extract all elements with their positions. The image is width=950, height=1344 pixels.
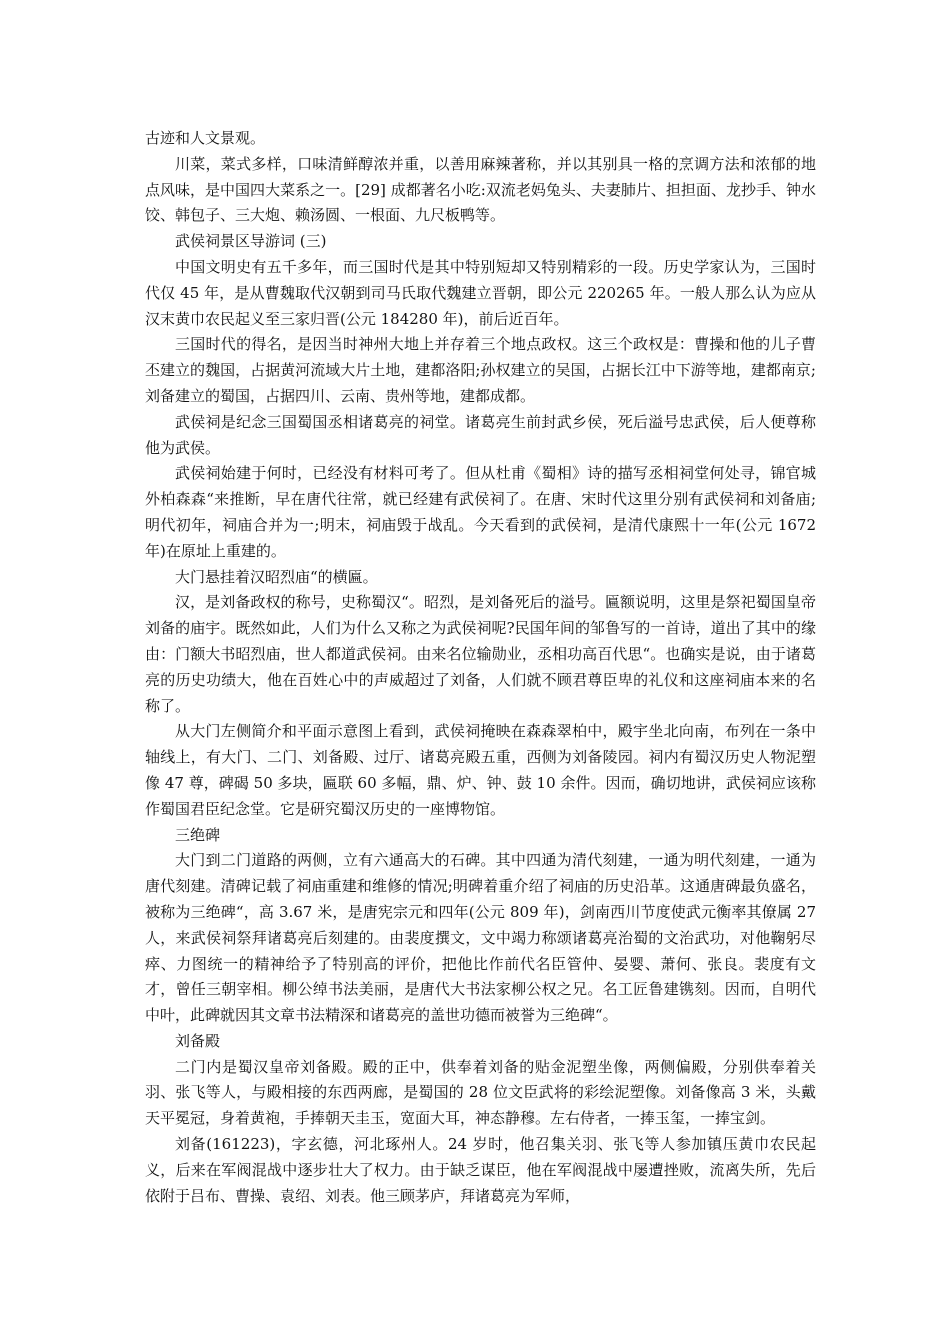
paragraph: 三国时代的得名，是因当时神州大地上并存着三个地点政权。这三个政权是：曹操和他的儿子曹丕建立的魏国，占据黄河流域大片土地，建都洛阳;孙权建立的吴国，占据长江中下游等地，建都南京;刘备建立的蜀国，占据四川、云南、贵州等地，建都成都。 bbox=[145, 335, 816, 405]
paragraph: 汉，是刘备政权的称号，史称蜀汉“。昭烈，是刘备死后的溢号。匾额说明，这里是祭祀蜀国皇帝刘备的庙宇。既然如此，人们为什么又称之为武侯祠呢?民国年间的邹鲁写的一首诗，道出了其中的缘由：门额大书昭烈庙，世人都道武侯祠。由来名位输勋业，丞相功高百代思“。也确实是说，由于诸葛亮的历史功绩大，他在百姓心中的声威超过了刘备，人们就不顾君尊臣卑的礼仪和这座祠庙本来的名称了。 bbox=[145, 593, 816, 715]
paragraph: 刘备(161223)，字玄德，河北琢州人。24 岁时，他召集关羽、张飞等人参加镇压黄巾农民起义，后来在军阀混战中逐步壮大了权力。由于缺乏谋臣，他在军阀混战中屡遭挫败，流离失所，先后依附于吕布、曹操、袁绍、刘表。他三顾茅庐，拜诸葛亮为军师， bbox=[145, 1135, 816, 1205]
section-heading: 三绝碑 bbox=[175, 825, 221, 844]
paragraph: 川菜，菜式多样，口味清鲜醇浓并重，以善用麻辣著称，并以其别具一格的烹调方法和浓郁的地点风味，是中国四大菜系之一。[29] 成都著名小吃:双流老妈兔头、夫妻肺片、担担面、龙抄手、钟水饺、韩包子、三大炮、赖汤圆、一根面、九尺板鸭等。 bbox=[145, 154, 816, 225]
section-heading: 刘备殿 bbox=[175, 1031, 221, 1050]
paragraph: 二门内是蜀汉皇帝刘备殿。殿的正中，供奉着刘备的贴金泥塑坐像，两侧偏殿，分别供奉着关羽、张飞等人，与殿相接的东西两廊，是蜀国的 28 位文臣武将的彩绘泥塑像。刘备像高 3 米，头戴天平冕冠，身着黄袍，手捧朝天圭玉，宽面大耳，神态静穆。左右侍者，一捧玉玺，一捧宝剑。 bbox=[145, 1057, 816, 1128]
paragraph: 古迹和人文景观。 bbox=[145, 129, 266, 147]
paragraph: 中国文明史有五千多年，而三国时代是其中特别短却又特别精彩的一段。历史学家认为，三国时代仅 45 年，是从曹魏取代汉朝到司马氏取代魏建立晋朝，即公元 220265 年。一般人那么认为应从汉末黄巾农民起义至三家归晋(公元 184280 年)，前后近百年。 bbox=[145, 257, 816, 328]
section-heading: 武侯祠景区导游词 (三) bbox=[175, 232, 327, 251]
paragraph: 武侯祠是纪念三国蜀国丞相诸葛亮的祠堂。诸葛亮生前封武乡侯，死后溢号忠武侯，后人便尊称他为武侯。 bbox=[145, 412, 816, 457]
paragraph: 大门到二门道路的两侧，立有六通高大的石碑。其中四通为清代刻建，一通为明代刻建，一通为唐代刻建。清碑记载了祠庙重建和维修的情况;明碑着重介绍了祠庙的历史沿革。这通唐碑最负盛名，被称为三绝碑“，高 3.67 米，是唐宪宗元和四年(公元 809 年)，剑南西川节度使武元衡率其僚属 27 人，来武侯祠祭拜诸葛亮后刻建的。由裴度撰文，文中竭力称颂诸葛亮治蜀的文治武功，对他鞠躬尽瘁、力图统一的精神给予了特别高的评价，把他比作前代名臣管仲、晏婴、萧何、张良。裴度有文才，曾任三朝宰相。柳公绰书法美丽，是唐代大书法家柳公权之兄。名工匠鲁建镌刻。因而，自明代中叶，此碑就因其文章书法精深和诸葛亮的盖世功德而被誉为三绝碑“。 bbox=[145, 851, 816, 1025]
paragraph: 武侯祠始建于何时，已经没有材料可考了。但从杜甫《蜀相》诗的描写丞相祠堂何处寻，锦官城外柏森森“来推断，早在唐代往常，就已经建有武侯祠了。在唐、宋时代这里分别有武侯祠和刘备庙;明代初年，祠庙合并为一;明末，祠庙毁于战乱。今天看到的武侯祠，是清代康熙十一年(公元 1672 年)在原址上重建的。 bbox=[145, 464, 816, 560]
paragraph: 从大门左侧简介和平面示意图上看到，武侯祠掩映在森森翠柏中，殿宇坐北向南，布列在一条中轴线上，有大门、二门、刘备殿、过厅、诸葛亮殿五重，西侧为刘备陵园。祠内有蜀汉历史人物泥塑像 47 尊，碑碣 50 多块，匾联 60 多幅，鼎、炉、钟、鼓 10 余件。因而，确切地讲，武侯祠应该称作蜀国君臣纪念堂。它是研究蜀汉历史的一座博物馆。 bbox=[145, 722, 816, 818]
document-page bbox=[145, 126, 816, 1209]
paragraph: 大门悬挂着汉昭烈庙“的横匾。 bbox=[175, 567, 378, 586]
